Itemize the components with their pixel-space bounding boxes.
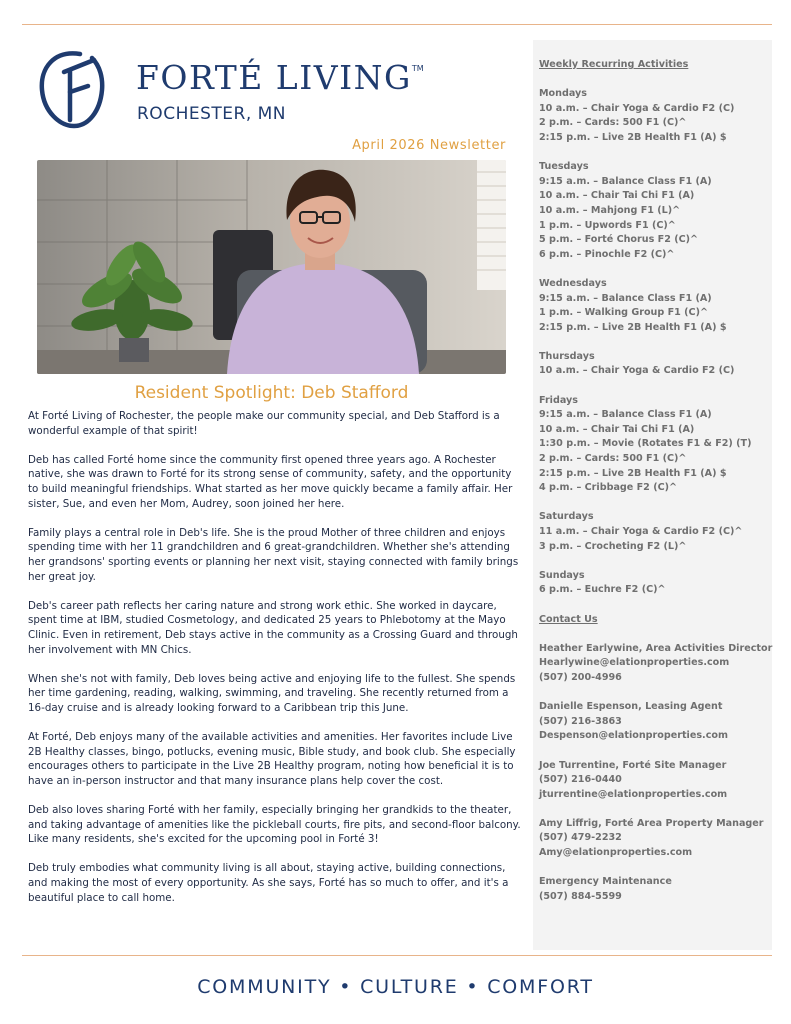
day-group-tuesdays	[539, 160, 769, 262]
footer-tagline: COMMUNITY • CULTURE • COMFORT	[197, 976, 594, 998]
activity-item: 1 p.m. – Upwords F1 (C)^	[539, 219, 676, 231]
day-group-mondays	[539, 87, 769, 145]
activity-item: 4 p.m. – Cribbage F2 (C)^	[539, 482, 678, 494]
brand-name: FORTÉ LIVING™	[136, 58, 424, 97]
location-label: ROCHESTER, MN	[137, 104, 287, 124]
article-paragraph: Deb has called Forté home since the community first opened three years ago. A Rochester native, she was drawn to Forté for its strong sense of community, safety, and the opportunity to build meaningful friendships. What started as her move quickly became a family affair. Her sister, Sue, and even her Mom, Audrey, soon joined her here.	[28, 453, 513, 510]
day-label: Sundays	[539, 569, 585, 581]
contact-email[interactable]: jturrentine@elationproperties.com	[539, 788, 728, 800]
day-label: Thursdays	[539, 350, 595, 362]
activity-item: 2:15 p.m. – Live 2B Health F1 (A) $	[539, 131, 727, 143]
contact-phone: (507) 216-0440	[539, 774, 622, 786]
article-paragraph: Deb also loves sharing Forté with her family, especially bringing her grandkids to the theater, and taking advantage of amenities like the pickleball courts, fire pits, and second-floor balcony. Like many residents, she's excited for the upcoming pool in Forté 3!	[28, 804, 521, 846]
contact-phone: (507) 216-3863	[539, 715, 622, 727]
activity-item: 11 a.m. – Chair Yoga & Cardio F2 (C)^	[539, 526, 743, 537]
activity-item: 2 p.m. – Cards: 500 F1 (C)^	[539, 117, 687, 129]
contact-name: Heather Earlywine, Area Activities Director	[539, 642, 773, 654]
bottom-divider	[22, 955, 772, 956]
activities-heading: Weekly Recurring Activities	[539, 59, 689, 70]
article-paragraph: At Forté Living of Rochester, the people make our community special, and Deb Stafford is a wonderful example of that spirit!	[28, 410, 500, 437]
top-divider	[22, 24, 772, 25]
activity-item: 3 p.m. – Crocheting F2 (L)^	[539, 540, 687, 552]
activity-item: 10 a.m. – Chair Tai Chi F1 (A)	[539, 423, 695, 435]
day-label: Saturdays	[539, 511, 594, 523]
newsletter-issue: April 2026 Newsletter	[352, 138, 506, 153]
article-paragraph: Family plays a central role in Deb's life. She is the proud Mother of three children and enjoys spending time with her 11 grandchildren and 6 great-grandchildren. Whether she's attending her grandsons' sporting events or planning her next visit, staying connected with family brings her great joy.	[28, 526, 519, 583]
activity-item: 6 p.m. – Euchre F2 (C)^	[539, 584, 666, 596]
spotlight-article	[28, 409, 522, 920]
trademark: TM	[411, 64, 424, 73]
day-label: Tuesdays	[539, 161, 589, 173]
activity-item: 1:30 p.m. – Movie (Rotates F1 & F2) (T)	[539, 438, 752, 450]
activity-item: 2:15 p.m. – Live 2B Health F1 (A) $	[539, 321, 727, 333]
contact-email[interactable]: Amy@elationproperties.com	[539, 847, 693, 859]
activity-item: 10 a.m. – Mahjong F1 (L)^	[539, 204, 681, 216]
activity-item: 10 a.m. – Chair Tai Chi F1 (A)	[539, 190, 695, 202]
contact-name: Amy Liffrig, Forté Area Property Manager	[539, 817, 764, 829]
activity-item: 9:15 a.m. – Balance Class F1 (A)	[539, 292, 712, 304]
day-group-fridays	[539, 394, 769, 496]
day-group-sundays	[539, 569, 769, 598]
contact-card	[539, 700, 769, 744]
day-label: Wednesdays	[539, 277, 607, 289]
activity-item: 9:15 a.m. – Balance Class F1 (A)	[539, 175, 712, 187]
contact-card	[539, 875, 769, 904]
activity-item: 2:15 p.m. – Live 2B Health F1 (A) $	[539, 467, 727, 479]
contact-phone: (507) 200-4996	[539, 671, 622, 683]
contact-phone: (507) 884-5599	[539, 890, 622, 902]
contact-email[interactable]: Despenson@elationproperties.com	[539, 730, 728, 742]
contact-email[interactable]: Hearlywine@elationproperties.com	[539, 657, 730, 669]
contact-name: Emergency Maintenance	[539, 876, 672, 888]
article-paragraph: Deb's career path reflects her caring nature and strong work ethic. She worked in daycare, spent time at IBM, studied Cosmetology, and dedicated 25 years to Phlebotomy at the Mayo Clinic. Even in retirement, Deb stays active in the community as a Crossing Guard and through her involvement with MN Chics.	[28, 599, 518, 656]
forte-logo-icon	[34, 46, 110, 132]
spotlight-title: Resident Spotlight: Deb Stafford	[134, 383, 409, 403]
contact-name: Danielle Espenson, Leasing Agent	[539, 701, 723, 713]
contact-heading: Contact Us	[539, 613, 598, 625]
contact-name: Joe Turrentine, Forté Site Manager	[539, 759, 727, 771]
resident-photo	[37, 160, 506, 374]
activity-item: 5 p.m. – Forté Chorus F2 (C)^	[539, 234, 699, 246]
contact-card	[539, 817, 769, 861]
contact-phone: (507) 479-2232	[539, 832, 622, 844]
article-paragraph: Deb truly embodies what community living is all about, staying active, building connections, and making the most of every opportunity. As she says, Forté has so much to offer, and it's a beautiful place to call home.	[28, 862, 509, 904]
day-group-thursdays	[539, 350, 769, 379]
contact-card	[539, 642, 773, 686]
article-paragraph: At Forté, Deb enjoys many of the available activities and amenities. Her favorites include Live 2B Healthy classes, bingo, potlucks, evening music, Bible study, and book club. She especially encourages others to participate in the Live 2B Healthy program, noting how beneficial it is to have an in-person instructor and that many insurance plans help cover the cost.	[28, 731, 516, 787]
day-label: Fridays	[539, 394, 578, 406]
day-group-wednesdays	[539, 277, 769, 335]
activity-item: 10 a.m. – Chair Yoga & Cardio F2 (C)	[539, 102, 735, 114]
contact-card	[539, 759, 769, 803]
article-paragraph: When she's not with family, Deb loves being active and enjoying life to the fullest. She spends her time gardening, reading, walking, swimming, and traveling. She recently returned from a 16-day cruise and is already looking forward to a Caribbean trip this June.	[28, 672, 516, 714]
activity-item: 1 p.m. – Walking Group F1 (C)^	[539, 307, 709, 319]
day-group-saturdays	[539, 510, 769, 554]
activity-item: 9:15 a.m. – Balance Class F1 (A)	[539, 409, 712, 421]
activity-item: 2 p.m. – Cards: 500 F1 (C)^	[539, 453, 687, 465]
activity-item: 6 p.m. – Pinochle F2 (C)^	[539, 248, 675, 260]
sidebar-content	[539, 58, 773, 919]
activity-item: 10 a.m. – Chair Yoga & Cardio F2 (C)	[539, 365, 735, 377]
day-label: Mondays	[539, 88, 587, 100]
